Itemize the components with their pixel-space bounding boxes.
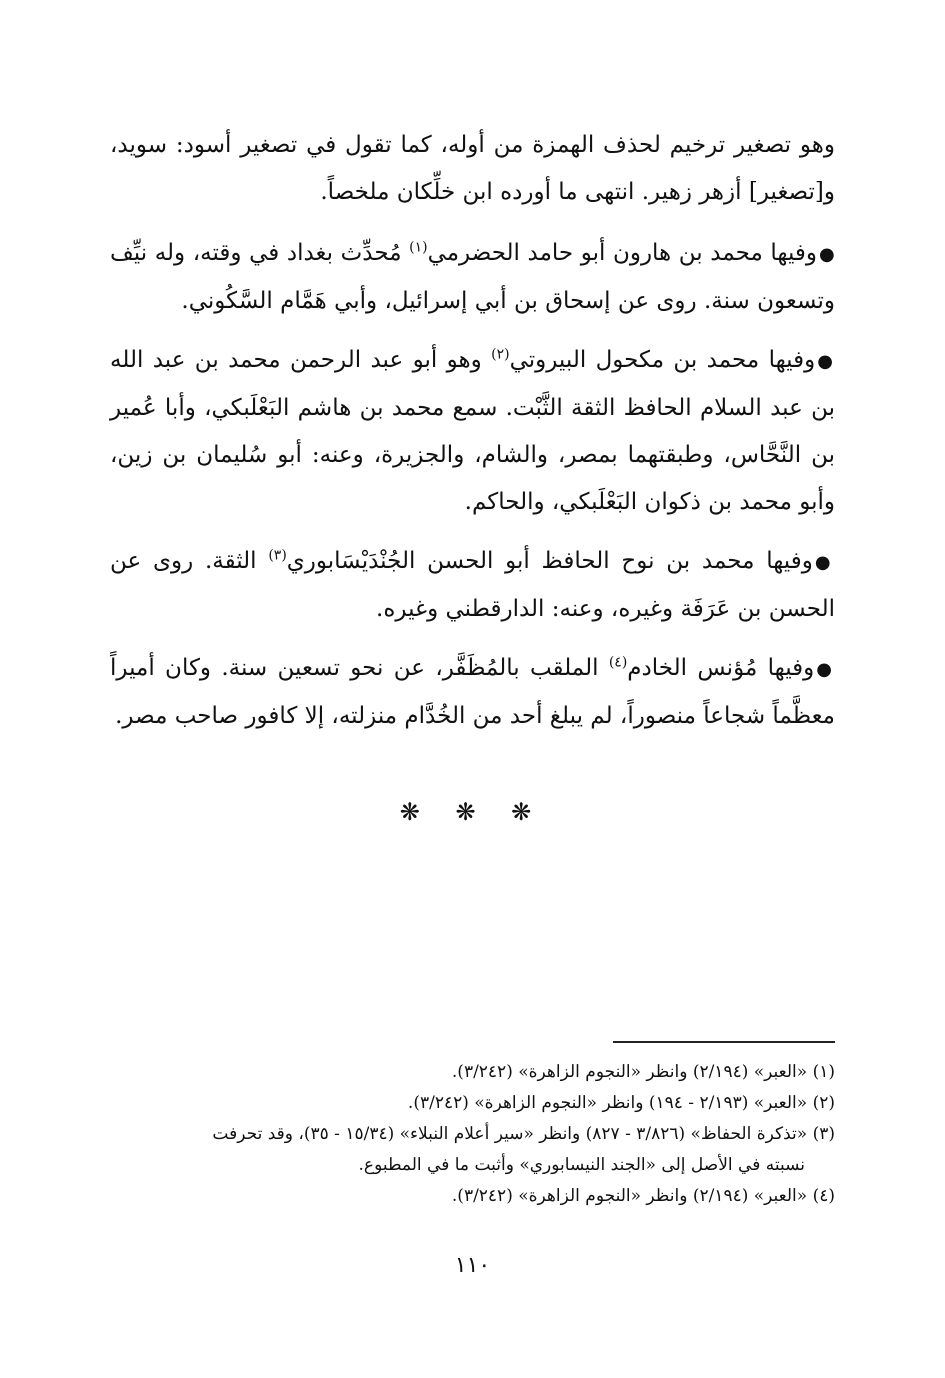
entry-text-rest: الثقة. روى عن الحسن بن عَرَفَة وغيره، وعنه: الدارقطني وغيره.	[110, 548, 835, 622]
footnote-ref-2[interactable]: (٢)	[491, 346, 510, 363]
bullet-icon: ●	[814, 552, 835, 573]
entry-text-start: وفيها محمد بن هارون أبو حامد الحضرمي	[427, 240, 818, 266]
bullet-icon: ●	[817, 351, 835, 372]
section-separator: ❋ ❋ ❋	[399, 798, 546, 826]
entry-text-rest: الملقب بالمُظَفَّر، عن نحو تسعين سنة. وكان أميراً معظَّماً شجاعاً منصوراً، لم يبلغ أحد من الخُدَّام منزلته، إلا كافور صاحب مصر.	[110, 655, 835, 729]
footnote-ref-3[interactable]: (٣)	[268, 547, 287, 564]
footnote-3-continuation: نسبته في الأصل إلى «الجند النيسابوري» وأثبت ما في المطبوع.	[358, 1155, 805, 1175]
footnote-3: (٣) «تذكرة الحفاظ» (٣/٨٢٦ - ٨٢٧) وانظر «سير أعلام النبلاء» (١٥/٣٤ - ٣٥)، وقد تحرفت	[212, 1124, 835, 1144]
entry-muhammad-bin-nuh	[110, 538, 835, 633]
page-number: ١١٠	[454, 1253, 491, 1278]
entry-muhammad-bin-harun	[110, 230, 835, 325]
paragraph-intro: وهو تصغير ترخيم لحذف الهمزة من أوله، كما تقول في تصغير أسود: سويد، و[تصغير] أزهر زهير. انتهى ما أورده ابن خلِّكان ملخصاً.	[110, 132, 835, 205]
footnote-1: (١) «العبر» (٢/١٩٤) وانظر «النجوم الزاهرة» (٣/٢٤٢).	[451, 1062, 835, 1082]
entry-text-start: وفيها محمد بن نوح الحافظ أبو الحسن الجُنْدَيْسَابوري	[286, 548, 813, 574]
entry-text-start: وفيها محمد بن مكحول البيروتي	[509, 347, 816, 373]
footnote-divider	[613, 1041, 835, 1043]
entry-muhammad-bin-makhul	[110, 337, 835, 526]
footnote-4: (٤) «العبر» (٢/١٩٤) وانظر «النجوم الزاهرة» (٣/٢٤٢).	[451, 1186, 835, 1206]
footnote-ref-1[interactable]: (١)	[409, 239, 428, 256]
entry-text-start: وفيها مُؤنس الخادم	[627, 655, 815, 681]
footnote-2: (٢) «العبر» (٢/١٩٣ - ١٩٤) وانظر «النجوم الزاهرة» (٣/٢٤٢).	[407, 1093, 835, 1113]
footnotes	[110, 1057, 835, 1212]
main-text	[110, 122, 835, 752]
footnote-ref-4[interactable]: (٤)	[608, 654, 628, 671]
bullet-icon: ●	[816, 659, 835, 680]
entry-text-rest: وهو أبو عبد الرحمن محمد بن عبد الله بن عبد السلام الحافظ الثقة الثَّبْت. سمع محمد بن هاشم البَعْلَبكي، وأبا عُمير بن النَّحَّاس، وطبقتهما بمصر، والشام، والجزيرة، وعنه: أبو سُليمان بن زين، وأبو محمد بن ذكوان البَعْلَبكي، والحاكم.	[110, 347, 835, 515]
entry-text-rest: مُحدِّث بغداد في وقته، وله نيِّف وتسعون سنة. روى عن إسحاق بن أبي إسرائيل، وأبي هَمَّام السَّكُوني.	[110, 240, 835, 314]
bullet-icon: ●	[819, 244, 835, 265]
entry-munis-al-khadim	[110, 645, 835, 740]
